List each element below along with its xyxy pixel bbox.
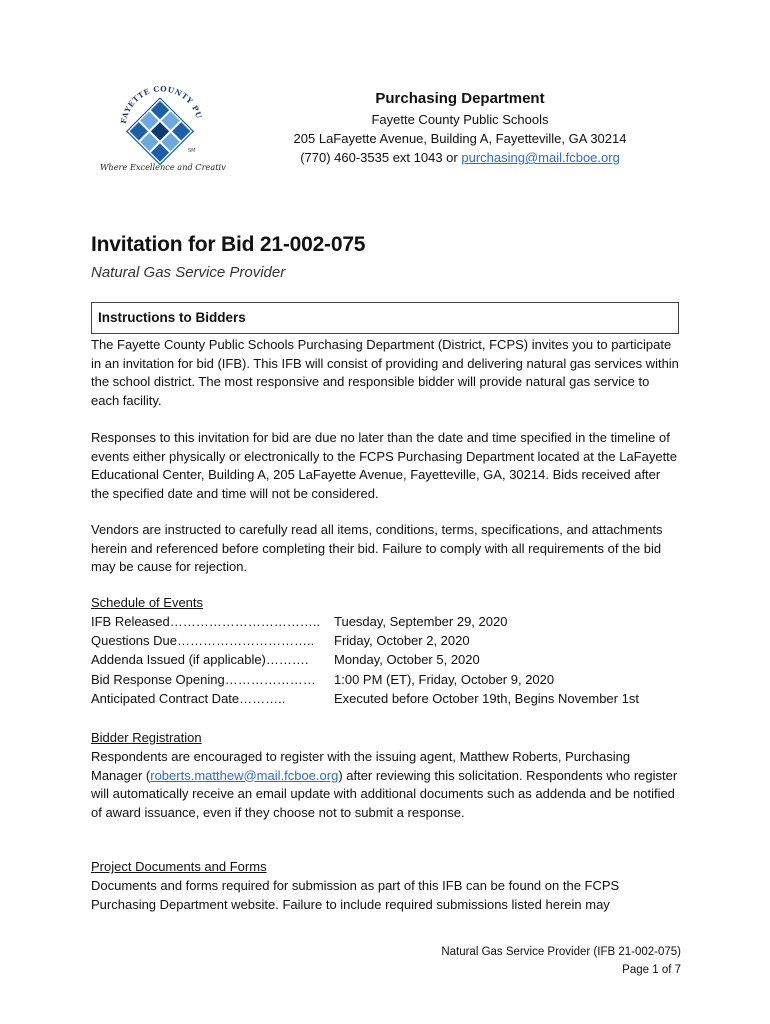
- footer-page-number: Page 1 of 7: [622, 964, 681, 976]
- registration-text-after: ) after reviewing this solicitation. Respondents who register will automatically receive an email update with additional documents such as addenda and be notified of award issuance, even if they choose not to submit a response.: [91, 767, 678, 820]
- registration-text-before: Respondents are encouraged to register with the issuing agent, Matthew Roberts, Purchasing Manager (: [91, 749, 631, 783]
- schedule-label: Bid Response Opening…………………: [91, 672, 316, 687]
- purchasing-email-link[interactable]: purchasing@mail.fcboe.org: [461, 150, 620, 165]
- schedule-label: IFB Released……………………………..: [91, 614, 320, 629]
- schedule-heading: Schedule of Events: [91, 595, 204, 610]
- registration-heading: Bidder Registration: [91, 730, 202, 745]
- schedule-row: [91, 672, 681, 692]
- project-documents-heading: Project Documents and Forms: [91, 859, 267, 874]
- department-title: Purchasing Department: [375, 90, 545, 107]
- schedule-value: Tuesday, September 29, 2020: [334, 614, 508, 629]
- footer-document-name: Natural Gas Service Provider (IFB 21-002-075): [441, 946, 681, 958]
- intro-paragraph: The Fayette County Public Schools Purchasing Department (District, FCPS) invites you to participate in an invitation for bid (IFB). This IFB will consist of providing and delivering natural gas services within the school district. The most responsive and responsible bidder will provide natural gas service to each facility.: [91, 337, 679, 408]
- instructions-heading: Instructions to Bidders: [91, 302, 679, 334]
- schedule-label: Addenda Issued (if applicable)……….: [91, 652, 309, 667]
- contact-line: [240, 150, 680, 165]
- schedule-value: Executed before October 19th, Begins November 1st: [334, 691, 639, 706]
- schedule-row: [91, 652, 681, 672]
- document-title: Invitation for Bid 21-002-075: [91, 233, 366, 256]
- org-name: Fayette County Public Schools: [371, 112, 549, 127]
- vendor-instructions-paragraph: Vendors are instructed to carefully read all items, conditions, terms, specifications, and attachments herein and referenced before completing their bid. Failure to comply with all requirements of the bid may be cause for rejection.: [91, 522, 663, 574]
- responses-paragraph: Responses to this invitation for bid are due no later than the date and time specified in the timeline of events either physically or electronically to the FCPS Purchasing Department located at the LaFayette Educational Center, Building A, 205 LaFayette Avenue, Fayetteville, GA, 30214. Bids received after the specified date and time will not be considered.: [91, 430, 678, 501]
- roberts-email-link[interactable]: roberts.matthew@mail.fcboe.org: [150, 767, 339, 783]
- schedule-row: [91, 633, 681, 653]
- schedule-label: Questions Due…………………………..: [91, 633, 315, 648]
- document-subtitle: Natural Gas Service Provider: [91, 264, 286, 281]
- schedule-value: Monday, October 5, 2020: [334, 652, 480, 667]
- schedule-row: [91, 614, 681, 634]
- logo-sm-mark: SM: [188, 148, 196, 154]
- logo-arc-text: FAYETTE COUNTY PU: [118, 84, 204, 125]
- fcps-logo: [96, 72, 226, 176]
- schedule-value: 1:00 PM (ET), Friday, October 9, 2020: [334, 672, 555, 687]
- phone-text: (770) 460-3535 ext 1043 or: [300, 150, 462, 165]
- org-address: 205 LaFayette Avenue, Building A, Fayetteville, GA 30214: [293, 131, 627, 146]
- schedule-row: [91, 691, 681, 711]
- project-documents-paragraph: Documents and forms required for submission as part of this IFB can be found on the FCPS Purchasing Department website. Failure to include required submissions listed herein may: [91, 878, 620, 912]
- schedule-label: Anticipated Contract Date………..: [91, 691, 286, 706]
- logo-tagline: Where Excellence and Creativ: [100, 162, 226, 172]
- schedule-value: Friday, October 2, 2020: [334, 633, 470, 648]
- registration-paragraph: [91, 748, 681, 822]
